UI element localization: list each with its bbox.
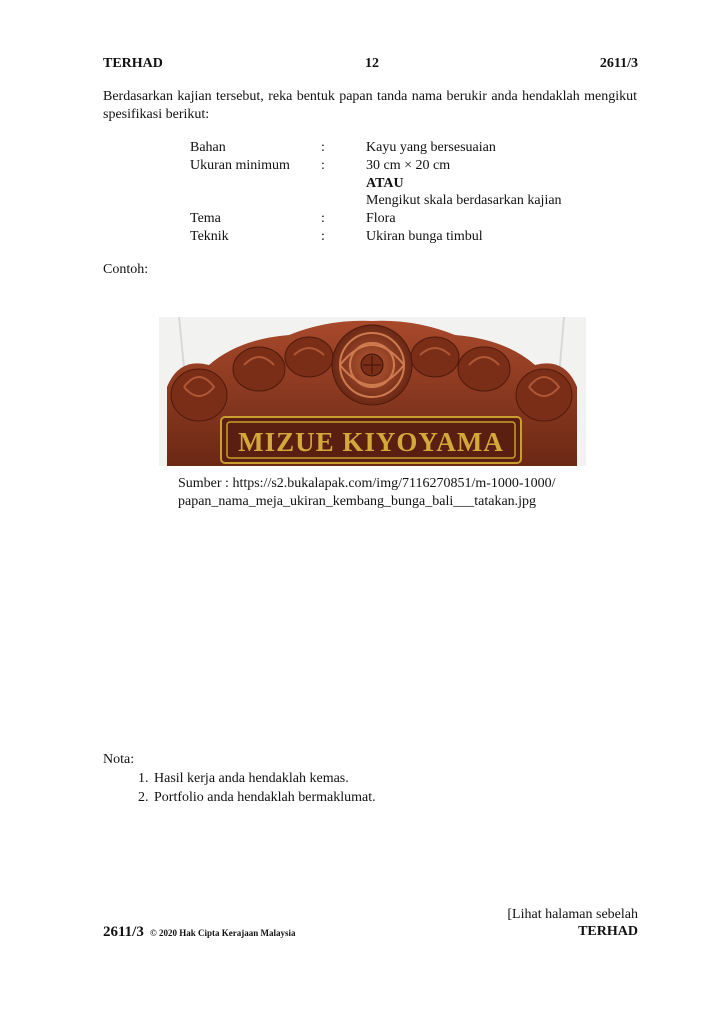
spec-label-ukuran: Ukuran minimum xyxy=(190,158,290,173)
nota-label: Nota: xyxy=(103,752,135,767)
see-next-page: [Lihat halaman sebelah xyxy=(507,907,638,922)
image-source-line-2: papan_nama_meja_ukiran_kembang_bunga_bali___tatakan.jpg xyxy=(178,494,537,509)
sign-text: MIZUE KIYOYAMA xyxy=(238,427,504,457)
spec-value-bahan: Kayu yang bersesuaian xyxy=(366,140,496,155)
footer-paper-code: 2611/3 xyxy=(103,924,144,940)
nota-item xyxy=(138,788,376,807)
page-number: 12 xyxy=(365,56,379,71)
example-photo xyxy=(159,317,586,466)
spec-colon: : xyxy=(321,211,325,226)
intro-paragraph: Berdasarkan kajian tersebut, reka bentuk papan tanda nama berukir anda hendaklah mengikut spesifikasi berikut: xyxy=(103,89,637,122)
spec-value-teknik: Ukiran bunga timbul xyxy=(366,229,483,244)
carved-name-plate-image xyxy=(159,317,586,466)
image-source xyxy=(178,475,555,511)
header-classification: TERHAD xyxy=(103,56,163,71)
nota-list xyxy=(138,769,376,807)
nota-item-text: Hasil kerja anda hendaklah kemas. xyxy=(154,771,349,786)
spec-value-skala: Mengikut skala berdasarkan kajian xyxy=(366,193,562,208)
spec-value-tema: Flora xyxy=(366,211,396,226)
spec-label-tema: Tema xyxy=(190,211,221,226)
example-label: Contoh: xyxy=(103,262,149,277)
spec-value-atau: ATAU xyxy=(366,176,404,191)
spec-colon: : xyxy=(321,140,325,155)
spec-label-teknik: Teknik xyxy=(190,229,229,244)
spec-label-bahan: Bahan xyxy=(190,140,226,155)
header-paper-code: 2611/3 xyxy=(599,56,638,71)
spec-colon: : xyxy=(321,158,325,173)
image-source-line-1: Sumber : https://s2.bukalapak.com/img/7116270851/m-1000-1000/ xyxy=(178,476,556,491)
nota-item-number: 1. xyxy=(138,771,149,786)
nota-item-text: Portfolio anda hendaklah bermaklumat. xyxy=(154,790,376,805)
spec-value-ukuran: 30 cm × 20 cm xyxy=(366,158,451,173)
footer-copyright: © 2020 Hak Cipta Kerajaan Malaysia xyxy=(150,928,296,938)
spec-colon: : xyxy=(321,229,325,244)
nota-item xyxy=(138,769,376,788)
nota-item-number: 2. xyxy=(138,790,149,805)
footer-classification: TERHAD xyxy=(578,924,638,939)
